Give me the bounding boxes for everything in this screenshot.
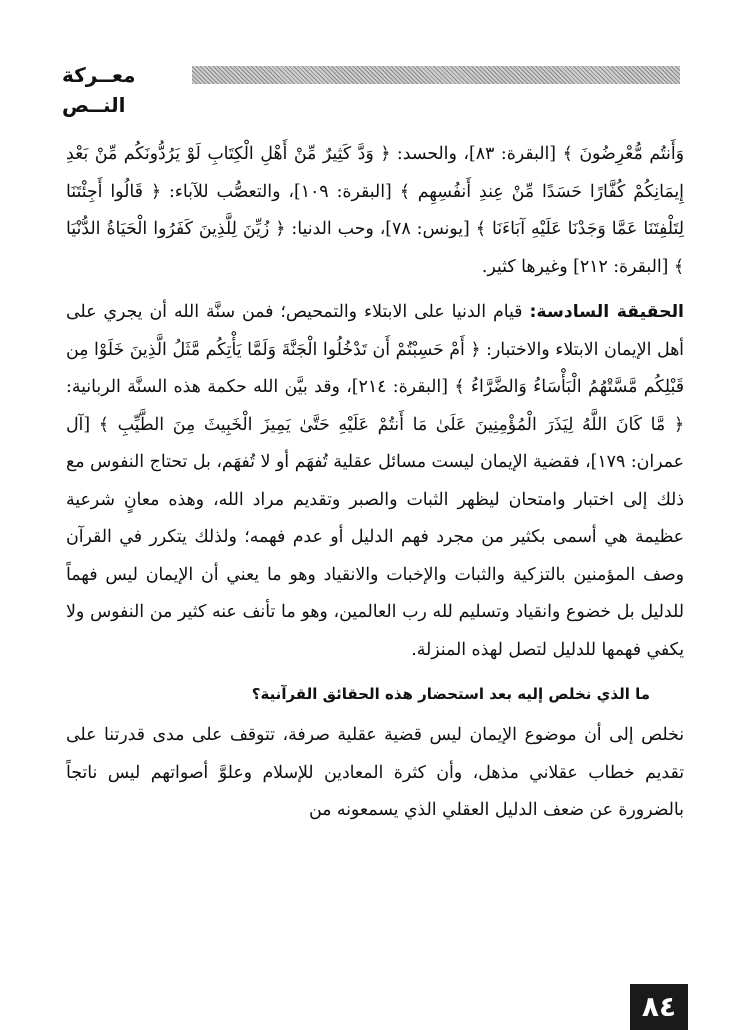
subheading-question: ما الذي نخلص إليه بعد استحضار هذه الحقائق القرآنية؟ bbox=[251, 685, 650, 703]
page-number-badge: ٨٤ bbox=[630, 984, 688, 1030]
paragraph-quran-examples: وَأَنتُم مُّعْرِضُونَ ﴾ [البقرة: ٨٣]، والحسد: ﴿ وَدَّ كَثِيرٌ مِّنْ أَهْلِ الْكِتَابِ لَوْ يَرُدُّونَكُم مِّنْ بَعْدِ إِيمَانِكُمْ كُفَّارًا حَسَدًا مِّنْ عِندِ أَنفُسِهِم ﴾ [البقرة: ١٠٩]، والتعصُّب للآباء: ﴿ قَالُوا أَجِئْتَنَا لِتَلْفِتَنَا عَمَّا وَجَدْنَا عَلَيْهِ آبَاءَنَا ﴾ [يونس: ٧٨]، وحب الدنيا: ﴿ زُيِّنَ لِلَّذِينَ كَفَرُوا الْحَيَاةُ الدُّنْيَا ﴾ [البقرة: ٢١٢] وغيرها كثير. bbox=[66, 144, 684, 277]
paragraph-sixth-truth bbox=[66, 294, 684, 669]
header-pattern-bar bbox=[192, 66, 680, 84]
section-heading-sixth-truth: الحقيقة السادسة: bbox=[529, 302, 684, 322]
paragraph-sixth-truth-body: قيام الدنيا على الابتلاء والتمحيص؛ فمن سنَّة الله أن يجري على أهل الإيمان الابتلاء والاختبار: ﴿ أَمْ حَسِبْتُمْ أَن تَدْخُلُوا الْجَنَّةَ وَلَمَّا يَأْتِكُم مَّثَلُ الَّذِينَ خَلَوْا مِن قَبْلِكُم مَّسَّتْهُمُ الْبَأْسَاءُ وَالضَّرَّاءُ ﴾ [البقرة: ٢١٤]، وقد بيَّن الله حكمة هذه السنَّة الربانية: ﴿ مَّا كَانَ اللَّهُ لِيَذَرَ الْمُؤْمِنِينَ عَلَىٰ مَا أَنتُمْ عَلَيْهِ حَتَّىٰ يَمِيزَ الْخَبِيثَ مِنَ الطَّيِّبِ ﴾ [آل عمران: ١٧٩]، فقضية الإيمان ليست مسائل عقلية تُفهَم أو لا تُفهَم، بل تحتاج النفوس مع ذلك إلى اختبار وامتحان ليظهر الثبات والصبر وتقديم مراد الله، وهذه معانٍ شرعية عظيمة هي أسمى بكثير من مجرد فهم الدليل أو عدم فهمه؛ ولذلك يتكرر في القرآن وصف المؤمنين بالتزكية والثبات والإخبات والانقياد وهو ما يعني أن الإيمان ليس فهماً للدليل بل خضوع وانقياد وتسليم لله رب العالمين، وهو ما تأنف عنه كثير من النفوس ولا يكفي فهمها للدليل لتصل لهذه المنزلة. bbox=[66, 302, 684, 660]
paragraph-conclusion: نخلص إلى أن موضوع الإيمان ليس قضية عقلية صرفة، تتوقف على مدى قدرتنا على تقديم خطاب عقلاني مذهل، وأن كثرة المعادين للإسلام وعلوَّ أصواتهم ليس ناتجاً بالضرورة عن ضعف الدليل العقلي الذي يسمعونه من bbox=[66, 725, 684, 820]
running-header-title: معــركة النــص bbox=[62, 63, 136, 117]
running-header bbox=[62, 60, 680, 117]
page-body bbox=[66, 136, 684, 830]
